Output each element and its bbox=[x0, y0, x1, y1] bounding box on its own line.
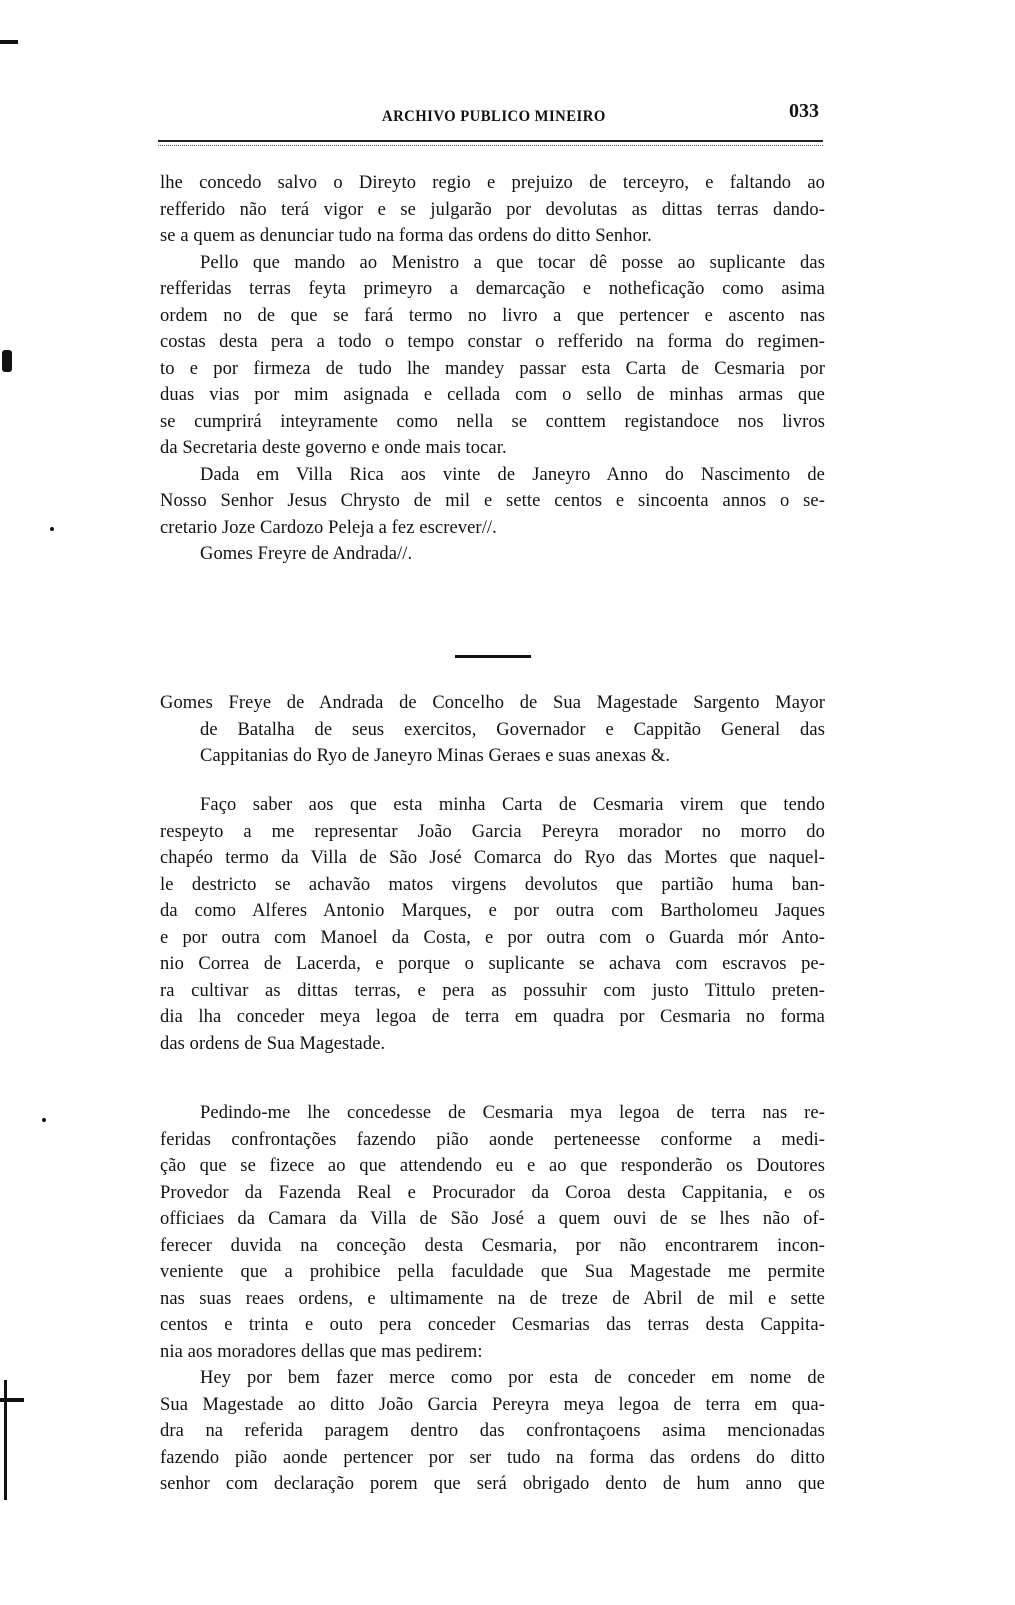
text-line: to e por firmeza de tudo lhe mandey passar esta Carta de Cesmaria por bbox=[160, 358, 825, 379]
text-line: ção que se fizece ao que attendendo eu e ao que responderão os Doutores bbox=[160, 1156, 825, 1176]
scan-edge-mark bbox=[0, 40, 18, 44]
signature-line: Gomes Freyre de Andrada//. bbox=[200, 544, 413, 564]
text-line: dra na referida paragem dentro das confrontaçoens asima mencionadas bbox=[160, 1421, 825, 1441]
text-line: costas desta pera a todo o tempo constar o refferido na forma do regimen- bbox=[160, 332, 825, 352]
text-line: refferido não terá vigor e se julgarão por devolutas as dittas terras dando- bbox=[160, 199, 825, 220]
scan-speck bbox=[42, 1118, 46, 1122]
text-line: ordem no de que se fará termo no livro a que pertencer e ascento nas bbox=[160, 305, 825, 326]
text-line: Hey por bem fazer merce como por esta de conceder em nome de bbox=[200, 1368, 825, 1388]
text-line: e por outra com Manoel da Costa, e por outra com o Guarda mór Anto- bbox=[160, 927, 825, 948]
text-line: le destricto se achavão matos virgens devolutos que partião huma ban- bbox=[160, 874, 825, 895]
header-rule bbox=[158, 140, 823, 145]
text-line: chapéo termo da Villa de São José Comarca do Ryo das Mortes que naquel- bbox=[160, 848, 825, 868]
text-line: Gomes Freye de Andrada de Concelho de Sua Magestade Sargento Mayor bbox=[160, 693, 825, 713]
text-line: nio Correa de Lacerda, e porque o suplicante se achava com escravos pe- bbox=[160, 954, 825, 974]
scan-speck bbox=[50, 527, 54, 531]
text-line: dia lha conceder meya legoa de terra em quadra por Cesmaria no forma bbox=[160, 1007, 825, 1027]
text-line: se a quem as denunciar tudo na forma das ordens do ditto Senhor. bbox=[160, 226, 652, 246]
text-line: respeyto a me representar João Garcia Pereyra morador no morro do bbox=[160, 821, 825, 842]
text-line: cretario Joze Cardozo Peleja a fez escrever//. bbox=[160, 517, 497, 538]
text-line: Nosso Senhor Jesus Chrysto de mil e sette centos e sincoenta annos o se- bbox=[160, 491, 825, 511]
scan-edge-mark bbox=[0, 1398, 24, 1402]
text-line: da Secretaria deste governo e onde mais tocar. bbox=[160, 438, 507, 458]
text-line: nas suas reaes ordens, e ultimamente na de treze de Abril de mil e sette bbox=[160, 1288, 825, 1309]
scan-edge-mark bbox=[2, 350, 12, 372]
text-line: Provedor da Fazenda Real e Procurador da Coroa desta Cappitania, e os bbox=[160, 1182, 825, 1203]
grant-paragraph-1 bbox=[160, 792, 825, 1057]
text-line: Cappitanias do Ryo de Janeyro Minas Geraes e suas anexas &. bbox=[200, 746, 671, 766]
text-line: da como Alferes Antonio Marques, e por outra com Bartholomeu Jaques bbox=[160, 901, 825, 921]
text-line: ra cultivar as dittas terras, e pera as possuhir com justo Tittulo preten- bbox=[160, 980, 825, 1001]
previous-grant-closing bbox=[160, 170, 825, 568]
text-line: centos e trinta e outo pera conceder Cesmarias das terras desta Cappita- bbox=[160, 1315, 825, 1335]
text-line: ferecer duvida na conceção desta Cesmaria, por não encontrarem incon- bbox=[160, 1235, 825, 1256]
text-line: feridas confrontações fazendo pião aonde perteneesse conforme a medi- bbox=[160, 1129, 825, 1150]
text-line: Dada em Villa Rica aos vinte de Janeyro Anno do Nascimento de bbox=[200, 464, 825, 485]
text-line: officiaes da Camara da Villa de São José a quem ouvi de se lhes não of- bbox=[160, 1209, 825, 1229]
running-header-title: ARCHIVO PUBLICO MINEIRO bbox=[382, 108, 606, 125]
text-line: Pedindo-me lhe concedesse de Cesmaria mya legoa de terra nas re- bbox=[200, 1103, 825, 1123]
text-line: de Batalha de seus exercitos, Governador e Cappitão General das bbox=[200, 719, 825, 740]
text-line: refferidas terras feyta primeyro a demarcação e notheficação como asima bbox=[160, 279, 825, 299]
text-line: veniente que a prohibice pella faculdade que Sua Magestade me permite bbox=[160, 1262, 825, 1282]
text-line: das ordens de Sua Magestade. bbox=[160, 1033, 386, 1054]
text-line: senhor com declaração porem que será obrigado dento de hum anno que bbox=[160, 1474, 825, 1494]
text-line: Pello que mando ao Menistro a que tocar dê posse ao suplicante das bbox=[200, 252, 825, 273]
text-line: Faço saber aos que esta minha Carta de Cesmaria virem que tendo bbox=[200, 795, 825, 815]
text-line: duas vias por mim asignada e cellada com o sello de minhas armas que bbox=[160, 385, 825, 405]
grant-paragraph-2 bbox=[160, 1100, 825, 1498]
text-line: se cumprirá inteyramente como nella se conttem registandoce nos livros bbox=[160, 411, 825, 432]
text-line: fazendo pião aonde pertencer por ser tudo na forma das ordens do ditto bbox=[160, 1447, 825, 1468]
grant-title bbox=[160, 690, 825, 770]
text-line: Sua Magestade ao ditto João Garcia Pereyra meya legoa de terra em qua- bbox=[160, 1394, 825, 1415]
text-line: nia aos moradores dellas que mas pedirem: bbox=[160, 1341, 483, 1362]
section-divider bbox=[455, 655, 531, 658]
page-number: 033 bbox=[789, 100, 819, 122]
text-line: lhe concedo salvo o Direyto regio e prejuizo de terceyro, e faltando ao bbox=[160, 173, 825, 193]
running-header bbox=[160, 96, 825, 136]
